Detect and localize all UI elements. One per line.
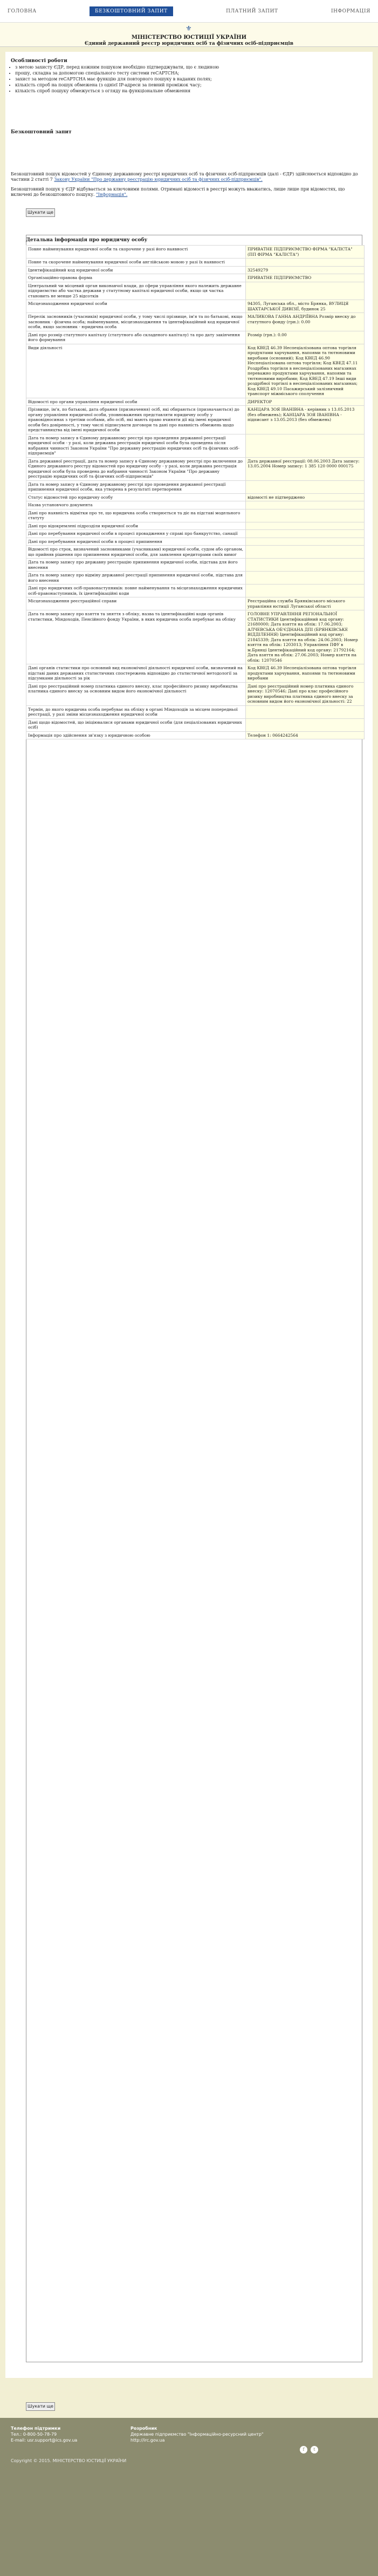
registry-title: Єдиний державний реєстр юридичних осіб та фізичних осіб-підприємців: [84, 41, 294, 46]
twitter-icon[interactable]: t: [311, 2446, 318, 2453]
details-row-value: ГОЛОВНЕ УПРАВЛІННЯ РЕГІОНАЛЬНОЇ СТАТИСТИКИ Ідентифікаційний код органу: 21680000; Дата взяття на облік: 17.06.2003; АЛЧЕВСЬКА ОБ'ЄДНАНА ДПІ (БРЯНКІВСЬКЕ ВІДДІЛЕННЯ) Ідентифікаційний код органу: 21845339; Дата взяття на облік: 24.06.2003; Номер взяття на облік: 1203013; Управління ПФУ в м.Брянці Ідентифікаційний код органу: 21792164; Дата взяття на облік: 27.06.2003; Номер взяття на облік: 12070546: [246, 610, 365, 664]
top-navigation: [0, 0, 378, 23]
details-row: [26, 406, 365, 434]
details-row-label: Дані органів статистики про основний вид економічної діяльності юридичної особи, визначений на підставі даних державних статистичних спостережень відповідно до статистичної методології за підсумками діяльності за рік: [26, 664, 246, 683]
developer-name: Державне підприємство "Інформаційно-ресурсний центр": [130, 2432, 264, 2437]
details-row: [26, 530, 365, 538]
details-row-label: Термін, до якого юридична особа перебуває на обліку в органі Міндоходів за місцем попередньої реєстрації, у разі зміни місцезнаходження юридичної особи: [26, 705, 246, 718]
details-row-value: [246, 501, 365, 509]
social-links: [300, 2446, 318, 2453]
details-row-value: [246, 259, 365, 267]
details-row-label: Місцезнаходження реєстраційної справи: [26, 597, 246, 610]
support-phone: Тел.: 0-800-50-78-79: [11, 2432, 57, 2437]
features-title: Особливості роботи: [11, 58, 67, 64]
details-row: [26, 584, 365, 597]
details-row: [26, 664, 365, 683]
details-row-value: [246, 718, 365, 731]
details-row: [26, 682, 365, 705]
details-row-value: 94305, Луганська обл., місто Брянка, ВУЛИЦЯ ШАХТАРСЬКОЇ ДИВІЗІЇ, будинок 25: [246, 300, 365, 313]
details-row-value: Код КВЕД 46.39 Неспеціалізована оптова торгівля продуктами харчування, напоями та тютюновими виробами: [246, 664, 365, 683]
details-row: [26, 274, 365, 282]
developer-title: Розробник: [130, 2426, 157, 2431]
details-row-value: [246, 572, 365, 584]
details-row-value: КАНЦАРА ЗОЯ ІВАНІВНА - керівник з 13.05.2013 (без обмежень); КАНЦАРА ЗОЯ ІВАНІВНА - підписант з 13.05.2013 (без обмежень): [246, 406, 365, 434]
details-row: [26, 313, 365, 331]
support-title: Телефон підтримки: [11, 2426, 61, 2431]
nav-paid-request[interactable]: ПЛАТНИЙ ЗАПИТ: [226, 8, 278, 14]
nav-free-request[interactable]: БЕЗКОШТОВНИЙ ЗАПИТ: [90, 6, 173, 16]
details-row: [26, 559, 365, 572]
details-row-label: Дані про наявність відмітки про те, що юридична особа створюється та діє на підставі модельного статуту: [26, 509, 246, 522]
intro-paragraph-1: [11, 172, 367, 182]
details-row-value: Код КВЕД 46.39 Неспеціалізована оптова торгівля продуктами харчування, напоями та тютюновими виробами (основний); Код КВЕД 46.90 Неспеціалізована оптова торгівля; Код КВЕД 47.11 Роздрібна торгівля в неспеціалізованих магазинах переважно продуктами харчування, напоями та тютюновими виробами; Код КВЕД 47.19 Інші види роздрібної торгівлі в неспеціалізованих магазинах; Код КВЕД 49.10 Пасажирський залізничний транспорт міжміського сполучення: [246, 344, 365, 398]
details-row-label: Дата та номер запису про відміну державної реєстрації припинення юридичної особи, підстава для його внесення: [26, 572, 246, 584]
details-row: [26, 610, 365, 664]
details-row-label: Організаційно-правова форма: [26, 274, 246, 282]
details-row-label: Дані про юридичних осіб-правонаступників: повне найменування та місцезнаходження юридичних осіб-правонаступників, їх ідентифікаційні коди: [26, 584, 246, 597]
law-link[interactable]: Закону України "Про державну реєстрацію юридичних осіб та фізичних осіб-підприємців".: [54, 177, 263, 182]
details-row-label: Ідентифікаційний код юридичної особи: [26, 266, 246, 274]
details-row-label: Прізвище, ім'я, по батькові, дата обрання (призначення) осіб, які обираються (призначаються) до органу управління юридичної особи, уповноважених представляти юридичну особу у правовідносинах з третіми особами, або осіб, які мають право вчиняти дії від імені юридичної особи без довіреності, у тому числі підписувати договори та дані про наявність обмежень щодо представництва від імені юридичної особи: [26, 406, 246, 434]
details-row-label: Статус відомостей про юридичну особу: [26, 493, 246, 501]
details-row-value: [246, 434, 365, 457]
details-row-value: 32549279: [246, 266, 365, 274]
features-list: [9, 65, 360, 94]
details-row-value: [246, 530, 365, 538]
details-row-label: Центральний чи місцевий орган виконавчої влади, до сфери управління якого належить державне підприємство або частка держави у статутному капіталі юридичної особи, якщо ця частка становить не менше 25 відсотків: [26, 282, 246, 300]
details-row-value: ПРИВАТНЕ ПІДПРИЄМСТВО ФІРМА "КАЛІСТА" (ПП ФІРМА "КАЛІСТА"): [246, 246, 365, 259]
details-row-value: Розмір (грн.): 0.00: [246, 331, 365, 344]
details-row-label: Дата та номер запису про державну реєстрацію припинення юридичної особи, підстава для його внесення: [26, 559, 246, 572]
details-row-label: Дані про відокремлені підрозділи юридичної особи: [26, 522, 246, 530]
details-row: [26, 705, 365, 718]
footer: [0, 2418, 378, 2576]
details-row: [26, 266, 365, 274]
details-row-label: Дата та номер запису про взяття та зняття з обліку, назва та ідентифікаційні коди органів статистики, Міндоходів, Пенсійного фонду України, в яких юридична особа перебуває на обліку: [26, 610, 246, 664]
details-row-value: ДИРЕКТОР: [246, 398, 365, 406]
details-row-value: [246, 538, 365, 546]
details-row-label: Перелік засновників (учасників) юридичної особи, у тому числі прізвище, ім'я та по батькові, якщо засновник - фізична особа; найменування, місцезнаходження та ідентифікаційний код юридичної особи, якщо засновник - юридична особа: [26, 313, 246, 331]
details-row-value: [246, 480, 365, 493]
feature-item: • захист за методом reCAPTCHA має функцію для повторного пошуку в наданих полях;: [15, 77, 360, 82]
details-row: [26, 434, 365, 457]
ministry-title: МІНІСТЕРСТВО ЮСТИЦІЇ УКРАЇНИ: [131, 35, 247, 40]
intro-text-1: Безкоштовний пошук відомостей у Єдиному державному реєстрі юридичних осіб та фізичних осіб-підприємців (далі - ЄДР) здійснюється відповідно до частини 2 статті 7: [11, 172, 358, 182]
support-email[interactable]: E-mail: usr.support@ics.gov.ua: [11, 2438, 78, 2443]
developer-info: [130, 2425, 264, 2443]
details-row-label: Дата та номер запису в Єдиному державному реєстрі про проведення державної реєстрації юридичної особи - у разі, коли державна реєстрація юридичної особи була проведена після набрання чинності Законом України "Про державну реєстрацію юридичних осіб та фізичних осіб-підприємців": [26, 434, 246, 457]
details-row: [26, 480, 365, 493]
details-row-value: ПРИВАТНЕ ПІДПРИЄМСТВО: [246, 274, 365, 282]
support-contacts: [11, 2425, 77, 2443]
details-row-value: Реєстраційна служба Брянківського міського управління юстиції Луганської області: [246, 597, 365, 610]
details-row-label: Дата державної реєстрації, дата та номер запису в Єдиному державному реєстрі про включення до Єдиного державного реєстру відомостей про юридичну особу - у разі, коли державна реєстрація юридичної особи була проведена до набрання чинності Законом України "Про державну реєстрацію юридичних осіб та фізичних осіб-підприємців": [26, 457, 246, 480]
copyright: Copyright © 2015. МІНІСТЕРСТВО ЮСТИЦІЇ УКРАЇНИ: [11, 2458, 127, 2463]
details-row-value: Телефон 1: 0664242564: [246, 731, 365, 739]
details-row-label: Дані про перебування юридичної особи в процесі провадження у справі про банкрутство, санації: [26, 530, 246, 538]
details-row: [26, 300, 365, 313]
details-row: [26, 282, 365, 300]
search-again-button-bottom[interactable]: Шукати ще: [26, 2402, 55, 2411]
details-row-label: Повне та скорочене найменування юридичної особи англійською мовою у разі їх наявності: [26, 259, 246, 267]
intro-text-2: Безкоштовний пошук у ЄДР відбувається за ключовими полями. Отримані відомості в реєстрі можуть вважатись, лише лише при відомостях, що включені до безкоштовного пошуку.: [11, 187, 345, 197]
details-row-value: Дані про реєстраційний номер платника єдиного внеску: 12070546; Дані про клас професійного ризику виробництва платника єдиного внеску за основним видом його економічної діяльності: 22: [246, 682, 365, 705]
details-row: [26, 398, 365, 406]
details-row-value: [246, 546, 365, 559]
details-row-label: Назва установчого документа: [26, 501, 246, 509]
details-row-label: Види діяльності: [26, 344, 246, 398]
details-row-value: [246, 282, 365, 300]
facebook-icon[interactable]: f: [300, 2446, 307, 2453]
free-request-title: Безкоштовний запит: [11, 130, 72, 135]
information-link[interactable]: "Інформація".: [96, 192, 128, 197]
details-row: [26, 501, 365, 509]
trident-logo-icon: ⚜: [185, 25, 192, 33]
details-row-value: [246, 522, 365, 530]
details-title: Детальна інформація про юридичну особу: [26, 237, 148, 243]
details-row-label: Місцезнаходження юридичної особи: [26, 300, 246, 313]
feature-item: • з метою захисту ЄДР, перед кожним пошуком необхідно підтверджувати, що є людиною: [15, 65, 360, 70]
details-row-label: Дані про розмір статутного капіталу (статутного або складеного капіталу) та про дату закінчення його формування: [26, 331, 246, 344]
nav-home[interactable]: ГОЛОВНА: [8, 8, 37, 14]
header: [0, 23, 378, 47]
details-row: [26, 331, 365, 344]
details-row: [26, 538, 365, 546]
feature-item: • прошу, складна за допомогою спеціального тесту системи reCAPTCHA;: [15, 71, 360, 76]
intro-paragraph-2: [11, 187, 367, 198]
details-row: [26, 493, 365, 501]
feature-item: • кількість спроб на пошук обмежена (з однієї IP-адреси за певний проміжок часу;: [15, 83, 360, 88]
details-row: [26, 546, 365, 559]
details-row-label: Дані про реєстраційний номер платника єдиного внеску, клас професійного ризику виробництва платника єдиного внеску за основним видом його економічної діяльності: [26, 682, 246, 705]
details-row-value: Дата державної реєстрації: 08.06.2003 Дата запису: 13.05.2004 Номер запису: 1 385 120 0000 000175: [246, 457, 365, 480]
details-row: [26, 246, 365, 259]
details-row-label: Інформація про здійснення зв'язку з юридичною особою: [26, 731, 246, 739]
search-again-button-top[interactable]: Шукати ще: [26, 208, 55, 217]
details-row-label: Відомості про органи управління юридичної особи: [26, 398, 246, 406]
details-row-label: Дані щодо відомостей, що ініціювалися органами юридичної особи (для пеціалізованих юридичних осіб): [26, 718, 246, 731]
details-row-value: [246, 584, 365, 597]
details-row: [26, 344, 365, 398]
details-row-value: МАЛИКОВА ГАННА АНДРІЇВНА Розмір внеску до статутного фонду (грн.): 0.00: [246, 313, 365, 331]
details-row-label: Повне найменування юридичної особи та скорочене у разі його наявності: [26, 246, 246, 259]
details-row: [26, 522, 365, 530]
details-row-label: Дані про перебування юридичної особи в процесі припинення: [26, 538, 246, 546]
details-row: [26, 718, 365, 731]
details-row-value: [246, 559, 365, 572]
details-row: [26, 597, 365, 610]
details-row-label: Дата та номер запису в Єдиному державному реєстрі про проведення державної реєстрації припинення юридичної особи, яка утворена в результаті перетворення: [26, 480, 246, 493]
details-row-value: [246, 705, 365, 718]
nav-information[interactable]: ІНФОРМАЦІЯ: [331, 8, 370, 14]
details-row-label: Відомості про строк, визначений засновниками (учасниками) юридичної особи, судом або органом, що прийняв рішення про припинення юридичної особи, для заявлення кредиторами своїх вимог: [26, 546, 246, 559]
details-row: [26, 457, 365, 480]
details-row: [26, 509, 365, 522]
details-row-value: [246, 509, 365, 522]
details-row: [26, 731, 365, 739]
details-row-value: відомості не підтверджено: [246, 493, 365, 501]
details-table: [26, 245, 365, 739]
details-row: [26, 259, 365, 267]
feature-item: • кількість спроб пошуку обмежується з огляду на функціональне обмеження: [15, 89, 360, 94]
details-row: [26, 572, 365, 584]
developer-link[interactable]: http://irc.gov.ua: [130, 2438, 165, 2443]
